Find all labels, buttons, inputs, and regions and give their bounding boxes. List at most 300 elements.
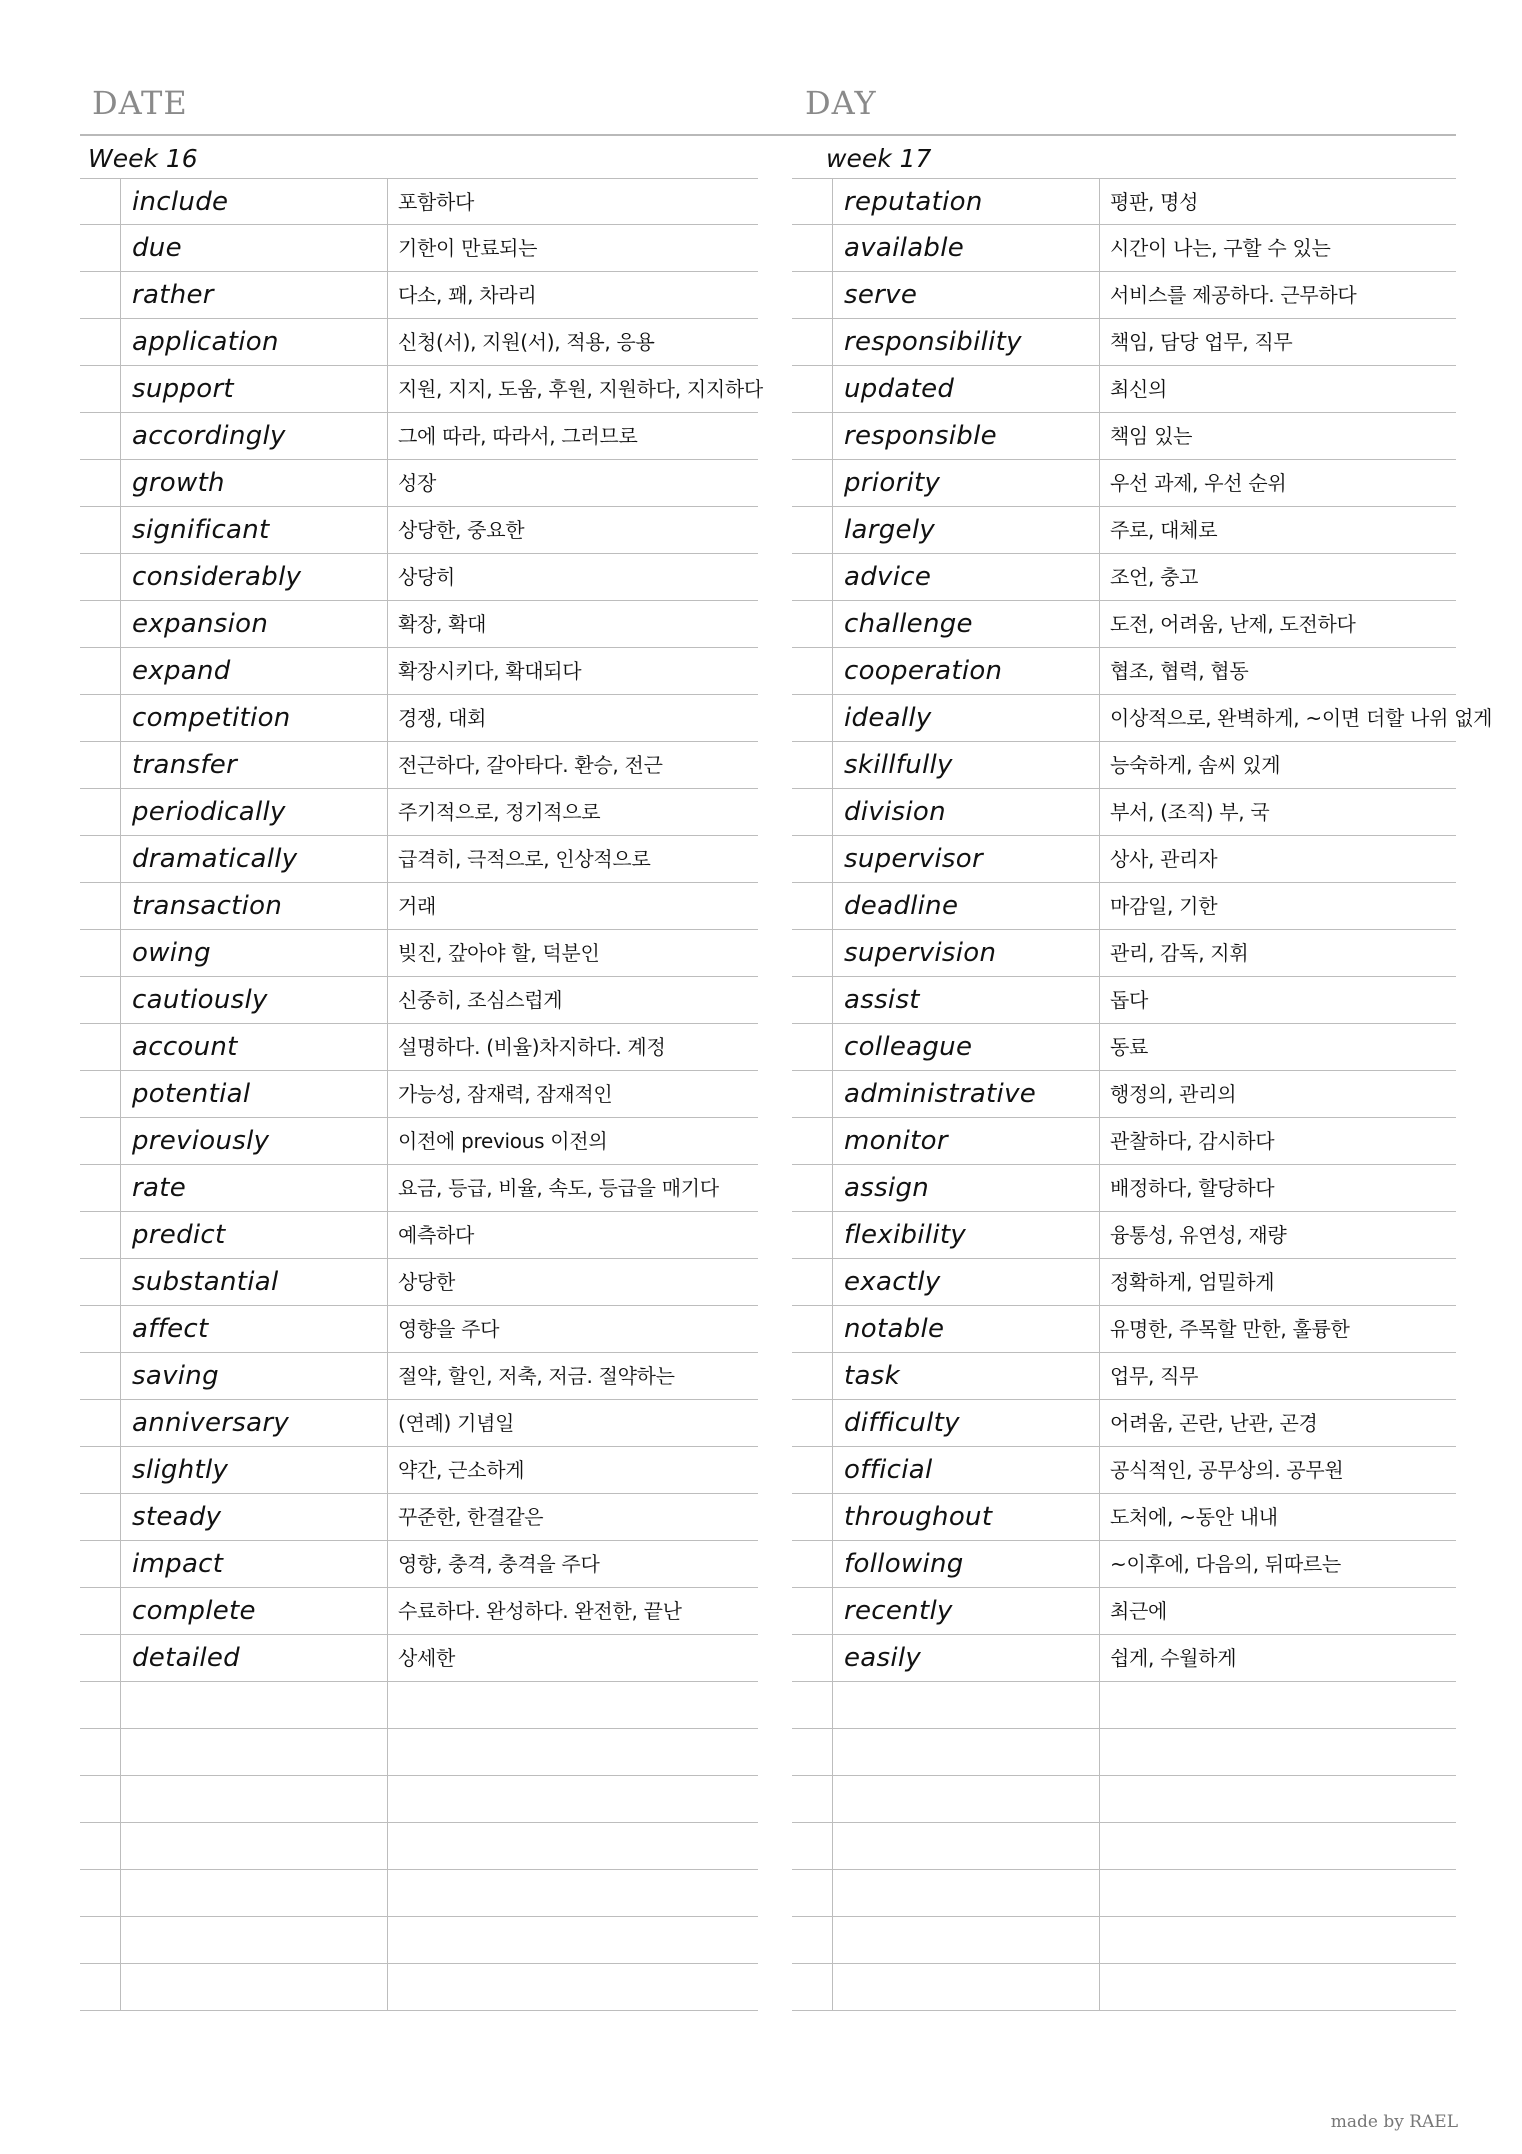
vocab-meaning: 기한이 만료되는 bbox=[398, 236, 538, 260]
column-divider bbox=[387, 225, 388, 271]
vocab-meaning: 서비스를 제공하다. 근무하다 bbox=[1110, 283, 1357, 307]
vocab-meaning: 평판, 명성 bbox=[1110, 190, 1199, 214]
vocab-word: assign bbox=[844, 1173, 930, 1203]
column-divider bbox=[1099, 1494, 1100, 1540]
vocab-word: support bbox=[132, 374, 234, 404]
column-divider bbox=[1099, 789, 1100, 835]
vocab-row bbox=[80, 554, 758, 601]
margin-line bbox=[832, 742, 833, 788]
vocab-row bbox=[792, 1306, 1456, 1353]
vocab-word: impact bbox=[132, 1549, 224, 1579]
vocab-row bbox=[80, 1306, 758, 1353]
vocab-row bbox=[80, 648, 758, 695]
margin-line bbox=[832, 695, 833, 741]
vocab-row bbox=[80, 789, 758, 836]
margin-line bbox=[832, 1447, 833, 1493]
vocab-row bbox=[80, 601, 758, 648]
column-divider bbox=[387, 1823, 388, 1869]
column-divider bbox=[1099, 507, 1100, 553]
margin-line bbox=[832, 789, 833, 835]
vocab-word: saving bbox=[132, 1361, 219, 1391]
vocab-row bbox=[792, 1588, 1456, 1635]
margin-line bbox=[120, 977, 121, 1023]
column-divider bbox=[387, 1071, 388, 1117]
column-divider bbox=[387, 977, 388, 1023]
column-divider bbox=[387, 1306, 388, 1352]
vocab-row bbox=[80, 1635, 758, 1682]
vocab-word: affect bbox=[132, 1314, 209, 1344]
vocab-row bbox=[792, 1259, 1456, 1306]
margin-line bbox=[832, 179, 833, 224]
margin-line bbox=[832, 836, 833, 882]
header-rule bbox=[80, 134, 1456, 136]
vocab-word: ideally bbox=[844, 703, 932, 733]
column-divider bbox=[387, 789, 388, 835]
vocab-row bbox=[80, 1212, 758, 1259]
margin-line bbox=[120, 179, 121, 224]
column-divider bbox=[1099, 1635, 1100, 1681]
vocab-word: largely bbox=[844, 515, 936, 545]
margin-line bbox=[120, 1776, 121, 1822]
vocab-word: supervisor bbox=[844, 844, 983, 874]
vocab-meaning: 동료 bbox=[1110, 1035, 1149, 1059]
column-divider bbox=[1099, 1729, 1100, 1775]
column-divider bbox=[1099, 460, 1100, 506]
vocab-meaning: 거래 bbox=[398, 894, 437, 918]
column-divider bbox=[1099, 1071, 1100, 1117]
week-label-left: Week 16 bbox=[88, 144, 198, 173]
vocab-row bbox=[792, 178, 1456, 225]
vocab-row bbox=[80, 1353, 758, 1400]
vocab-word: responsibility bbox=[844, 327, 1022, 357]
column-divider bbox=[1099, 1964, 1100, 2010]
vocab-meaning: 가능성, 잠재력, 잠재적인 bbox=[398, 1082, 613, 1106]
column-divider bbox=[387, 319, 388, 365]
vocab-word: potential bbox=[132, 1079, 251, 1109]
column-divider bbox=[1099, 883, 1100, 929]
vocab-word: competition bbox=[132, 703, 291, 733]
column-divider bbox=[1099, 601, 1100, 647]
column-divider bbox=[1099, 1400, 1100, 1446]
column-divider bbox=[387, 742, 388, 788]
vocab-row bbox=[80, 1024, 758, 1071]
column-divider bbox=[1099, 1024, 1100, 1070]
vocab-meaning: 성장 bbox=[398, 471, 437, 495]
column-divider bbox=[387, 413, 388, 459]
column-divider bbox=[387, 1400, 388, 1446]
vocab-meaning: 신청(서), 지원(서), 적용, 응용 bbox=[398, 330, 655, 354]
vocab-word: exactly bbox=[844, 1267, 941, 1297]
vocab-row bbox=[792, 1917, 1456, 1964]
margin-line bbox=[120, 1259, 121, 1305]
column-divider bbox=[387, 1588, 388, 1634]
vocab-meaning: 주로, 대체로 bbox=[1110, 518, 1218, 542]
vocab-meaning: 설명하다. (비율)차지하다. 계정 bbox=[398, 1035, 666, 1059]
vocab-word: priority bbox=[844, 468, 941, 498]
margin-line bbox=[832, 1024, 833, 1070]
vocab-meaning: 확장시키다, 확대되다 bbox=[398, 659, 582, 683]
vocab-row bbox=[80, 1729, 758, 1776]
vocab-word: assist bbox=[844, 985, 920, 1015]
column-divider bbox=[1099, 1353, 1100, 1399]
vocab-word: flexibility bbox=[844, 1220, 967, 1250]
column-divider bbox=[1099, 319, 1100, 365]
vocab-word: owing bbox=[132, 938, 211, 968]
vocab-row bbox=[792, 319, 1456, 366]
margin-line bbox=[832, 554, 833, 600]
margin-line bbox=[120, 1541, 121, 1587]
column-divider bbox=[387, 1870, 388, 1916]
margin-line bbox=[832, 272, 833, 318]
vocab-meaning: 융통성, 유연성, 재량 bbox=[1110, 1223, 1287, 1247]
vocab-meaning: 마감일, 기한 bbox=[1110, 894, 1218, 918]
vocab-row bbox=[792, 1541, 1456, 1588]
vocab-meaning: 전근하다, 갈아타다. 환승, 전근 bbox=[398, 753, 663, 777]
column-divider bbox=[1099, 1447, 1100, 1493]
vocab-meaning: 상당한 bbox=[398, 1270, 456, 1294]
vocab-meaning: 이전에 previous 이전의 bbox=[398, 1129, 608, 1153]
column-divider bbox=[1099, 648, 1100, 694]
vocab-row bbox=[80, 1259, 758, 1306]
vocab-row bbox=[792, 1447, 1456, 1494]
vocab-word: cooperation bbox=[844, 656, 1003, 686]
vocab-word: task bbox=[844, 1361, 900, 1391]
vocab-row bbox=[80, 460, 758, 507]
column-divider bbox=[387, 1729, 388, 1775]
vocab-word: transaction bbox=[132, 891, 283, 921]
vocab-row bbox=[792, 601, 1456, 648]
column-divider bbox=[1099, 1259, 1100, 1305]
vocab-word: expand bbox=[132, 656, 231, 686]
margin-line bbox=[832, 319, 833, 365]
margin-line bbox=[120, 1024, 121, 1070]
vocab-row bbox=[80, 1917, 758, 1964]
vocab-meaning: 관리, 감독, 지휘 bbox=[1110, 941, 1249, 965]
margin-line bbox=[120, 507, 121, 553]
column-divider bbox=[387, 366, 388, 412]
vocab-word: slightly bbox=[132, 1455, 229, 1485]
vocab-word: monitor bbox=[844, 1126, 948, 1156]
vocab-word: accordingly bbox=[132, 421, 286, 451]
vocab-row bbox=[792, 225, 1456, 272]
vocab-word: expansion bbox=[132, 609, 269, 639]
vocab-word: previously bbox=[132, 1126, 270, 1156]
vocab-word: growth bbox=[132, 468, 225, 498]
vocab-row bbox=[792, 366, 1456, 413]
margin-line bbox=[120, 1917, 121, 1963]
vocab-word: cautiously bbox=[132, 985, 268, 1015]
vocab-meaning: 시간이 나는, 구할 수 있는 bbox=[1110, 236, 1331, 260]
column-divider bbox=[1099, 1870, 1100, 1916]
vocab-meaning: 우선 과제, 우선 순위 bbox=[1110, 471, 1287, 495]
column-divider bbox=[1099, 695, 1100, 741]
margin-line bbox=[120, 1306, 121, 1352]
vocab-meaning: 급격히, 극적으로, 인상적으로 bbox=[398, 847, 651, 871]
column-divider bbox=[387, 601, 388, 647]
vocab-meaning: 포함하다 bbox=[398, 190, 475, 214]
column-divider bbox=[1099, 554, 1100, 600]
column-divider bbox=[1099, 1776, 1100, 1822]
margin-line bbox=[120, 1447, 121, 1493]
margin-line bbox=[120, 1400, 121, 1446]
vocab-meaning: 약간, 근소하게 bbox=[398, 1458, 525, 1482]
vocab-word: colleague bbox=[844, 1032, 973, 1062]
column-divider bbox=[1099, 366, 1100, 412]
vocab-row bbox=[80, 272, 758, 319]
margin-line bbox=[120, 1494, 121, 1540]
vocab-word: updated bbox=[844, 374, 955, 404]
vocab-row bbox=[792, 1400, 1456, 1447]
vocab-meaning: 상당한, 중요한 bbox=[398, 518, 525, 542]
vocab-row bbox=[80, 742, 758, 789]
margin-line bbox=[120, 319, 121, 365]
margin-line bbox=[120, 1588, 121, 1634]
vocab-row bbox=[792, 695, 1493, 742]
vocab-row bbox=[80, 1541, 758, 1588]
column-divider bbox=[1099, 1823, 1100, 1869]
vocab-row bbox=[80, 178, 758, 225]
margin-line bbox=[832, 366, 833, 412]
margin-line bbox=[120, 836, 121, 882]
vocab-meaning: 도전, 어려움, 난제, 도전하다 bbox=[1110, 612, 1356, 636]
vocab-row bbox=[792, 1165, 1456, 1212]
vocab-meaning: 꾸준한, 한결같은 bbox=[398, 1505, 544, 1529]
vocab-meaning: 정확하게, 엄밀하게 bbox=[1110, 1270, 1275, 1294]
vocab-word: recently bbox=[844, 1596, 953, 1626]
margin-line bbox=[832, 1682, 833, 1728]
vocab-meaning: 다소, 꽤, 차라리 bbox=[398, 283, 537, 307]
vocab-row bbox=[80, 1071, 758, 1118]
vocab-row bbox=[792, 554, 1456, 601]
margin-line bbox=[120, 1870, 121, 1916]
vocab-word: available bbox=[844, 233, 965, 263]
margin-line bbox=[832, 1729, 833, 1775]
margin-line bbox=[120, 789, 121, 835]
vocab-meaning: 영향을 주다 bbox=[398, 1317, 500, 1341]
vocab-row bbox=[792, 507, 1456, 554]
vocab-word: considerably bbox=[132, 562, 302, 592]
vocab-row bbox=[792, 1964, 1456, 2011]
vocab-meaning: 절약, 할인, 저축, 저금. 절약하는 bbox=[398, 1364, 675, 1388]
column-divider bbox=[387, 460, 388, 506]
margin-line bbox=[120, 601, 121, 647]
vocab-meaning: 도처에, ~동안 내내 bbox=[1110, 1505, 1278, 1529]
vocab-word: deadline bbox=[844, 891, 959, 921]
vocab-row bbox=[792, 648, 1456, 695]
vocab-row bbox=[792, 460, 1456, 507]
vocab-row bbox=[792, 1870, 1456, 1917]
vocab-meaning: 책임 있는 bbox=[1110, 424, 1193, 448]
margin-line bbox=[832, 225, 833, 271]
vocab-row bbox=[80, 1870, 758, 1917]
vocab-meaning: 상사, 관리자 bbox=[1110, 847, 1218, 871]
vocab-meaning: 그에 따라, 따라서, 그러므로 bbox=[398, 424, 638, 448]
vocab-row bbox=[80, 883, 758, 930]
margin-line bbox=[832, 1823, 833, 1869]
vocab-word: rather bbox=[132, 280, 214, 310]
margin-line bbox=[120, 1353, 121, 1399]
margin-line bbox=[832, 1259, 833, 1305]
column-divider bbox=[387, 1118, 388, 1164]
vocab-meaning: 돕다 bbox=[1110, 988, 1149, 1012]
vocab-row bbox=[80, 1447, 758, 1494]
vocab-row bbox=[80, 507, 758, 554]
vocab-meaning: ~이후에, 다음의, 뒤따르는 bbox=[1110, 1552, 1341, 1576]
column-divider bbox=[387, 1541, 388, 1587]
column-divider bbox=[387, 1212, 388, 1258]
vocab-row bbox=[792, 413, 1456, 460]
vocab-row bbox=[80, 319, 758, 366]
column-divider bbox=[387, 1494, 388, 1540]
vocab-row bbox=[792, 836, 1456, 883]
column-divider bbox=[1099, 225, 1100, 271]
column-divider bbox=[1099, 930, 1100, 976]
column-divider bbox=[1099, 977, 1100, 1023]
column-divider bbox=[1099, 1306, 1100, 1352]
vocab-word: skillfully bbox=[844, 750, 953, 780]
margin-line bbox=[832, 1306, 833, 1352]
vocab-meaning: 조언, 충고 bbox=[1110, 565, 1199, 589]
vocab-word: account bbox=[132, 1032, 238, 1062]
vocab-word: official bbox=[844, 1455, 933, 1485]
column-divider bbox=[1099, 1682, 1100, 1728]
vocab-row bbox=[80, 1494, 758, 1541]
vocab-row bbox=[792, 1823, 1456, 1870]
margin-line bbox=[120, 1635, 121, 1681]
margin-line bbox=[832, 883, 833, 929]
vocab-row bbox=[80, 1682, 758, 1729]
column-divider bbox=[387, 1682, 388, 1728]
margin-line bbox=[832, 507, 833, 553]
vocab-meaning: 최근에 bbox=[1110, 1599, 1168, 1623]
margin-line bbox=[120, 1165, 121, 1211]
column-divider bbox=[1099, 413, 1100, 459]
margin-line bbox=[832, 1635, 833, 1681]
vocab-word: following bbox=[844, 1549, 964, 1579]
column-divider bbox=[387, 1917, 388, 1963]
column-divider bbox=[1099, 1212, 1100, 1258]
vocab-word: administrative bbox=[844, 1079, 1037, 1109]
column-divider bbox=[1099, 179, 1100, 224]
vocab-word: difficulty bbox=[844, 1408, 960, 1438]
vocab-row bbox=[80, 225, 758, 272]
vocab-row bbox=[80, 977, 758, 1024]
vocab-meaning: 최신의 bbox=[1110, 377, 1168, 401]
vocab-meaning: 협조, 협력, 협동 bbox=[1110, 659, 1249, 683]
vocab-meaning: 업무, 직무 bbox=[1110, 1364, 1199, 1388]
vocab-word: include bbox=[132, 187, 229, 217]
column-divider bbox=[387, 648, 388, 694]
vocab-row bbox=[792, 977, 1456, 1024]
margin-line bbox=[832, 460, 833, 506]
vocab-word: predict bbox=[132, 1220, 226, 1250]
vocab-meaning: 신중히, 조심스럽게 bbox=[398, 988, 563, 1012]
margin-line bbox=[120, 1212, 121, 1258]
vocab-table-right bbox=[792, 178, 1493, 2011]
vocab-row bbox=[80, 1588, 758, 1635]
column-divider bbox=[387, 1165, 388, 1211]
vocab-row bbox=[792, 272, 1456, 319]
vocab-meaning: 예측하다 bbox=[398, 1223, 475, 1247]
vocab-word: steady bbox=[132, 1502, 222, 1532]
vocab-row bbox=[792, 930, 1456, 977]
vocab-row bbox=[80, 836, 758, 883]
column-divider bbox=[1099, 1118, 1100, 1164]
column-divider bbox=[387, 1259, 388, 1305]
vocab-row bbox=[792, 1118, 1456, 1165]
margin-line bbox=[120, 272, 121, 318]
column-divider bbox=[1099, 1541, 1100, 1587]
vocab-meaning: 주기적으로, 정기적으로 bbox=[398, 800, 601, 824]
column-divider bbox=[387, 1964, 388, 2010]
vocab-word: significant bbox=[132, 515, 270, 545]
vocab-meaning: 공식적인, 공무상의. 공무원 bbox=[1110, 1458, 1344, 1482]
vocab-meaning: 수료하다. 완성하다. 완전한, 끝난 bbox=[398, 1599, 682, 1623]
margin-line bbox=[832, 1541, 833, 1587]
vocab-meaning: 책임, 담당 업무, 직무 bbox=[1110, 330, 1293, 354]
margin-line bbox=[832, 1165, 833, 1211]
margin-line bbox=[832, 1400, 833, 1446]
column-divider bbox=[387, 272, 388, 318]
margin-line bbox=[832, 1494, 833, 1540]
margin-line bbox=[832, 1588, 833, 1634]
vocab-word: supervision bbox=[844, 938, 997, 968]
margin-line bbox=[832, 1071, 833, 1117]
date-label: DATE bbox=[92, 84, 188, 122]
margin-line bbox=[120, 930, 121, 976]
margin-line bbox=[120, 554, 121, 600]
vocab-word: advice bbox=[844, 562, 932, 592]
vocab-row bbox=[792, 1212, 1456, 1259]
margin-line bbox=[120, 1729, 121, 1775]
vocab-meaning: 빚진, 갚아야 할, 덕분인 bbox=[398, 941, 600, 965]
column-divider bbox=[1099, 1917, 1100, 1963]
vocab-meaning: 관찰하다, 감시하다 bbox=[1110, 1129, 1275, 1153]
vocab-word: reputation bbox=[844, 187, 983, 217]
margin-line bbox=[832, 648, 833, 694]
column-divider bbox=[1099, 272, 1100, 318]
vocab-row bbox=[80, 1165, 758, 1212]
vocab-row bbox=[80, 413, 758, 460]
margin-line bbox=[120, 742, 121, 788]
vocab-row bbox=[792, 883, 1456, 930]
vocab-row bbox=[80, 930, 758, 977]
column-divider bbox=[387, 1024, 388, 1070]
margin-line bbox=[832, 601, 833, 647]
column-divider bbox=[1099, 1588, 1100, 1634]
vocab-table-left bbox=[80, 178, 763, 2011]
vocab-row bbox=[80, 1823, 758, 1870]
vocab-word: throughout bbox=[844, 1502, 993, 1532]
margin-line bbox=[832, 1353, 833, 1399]
vocab-row bbox=[792, 742, 1456, 789]
margin-line bbox=[832, 413, 833, 459]
vocab-meaning: 쉽게, 수월하게 bbox=[1110, 1646, 1237, 1670]
margin-line bbox=[832, 1870, 833, 1916]
margin-line bbox=[832, 1776, 833, 1822]
margin-line bbox=[120, 1823, 121, 1869]
column-divider bbox=[387, 554, 388, 600]
margin-line bbox=[120, 1964, 121, 2010]
vocab-row bbox=[792, 1071, 1456, 1118]
vocab-meaning: 지원, 지지, 도움, 후원, 지원하다, 지지하다 bbox=[398, 377, 763, 401]
vocab-row bbox=[792, 1024, 1456, 1071]
vocab-word: application bbox=[132, 327, 279, 357]
vocab-row bbox=[792, 1494, 1456, 1541]
vocab-word: detailed bbox=[132, 1643, 240, 1673]
vocab-word: due bbox=[132, 233, 182, 263]
vocab-row bbox=[792, 1682, 1456, 1729]
